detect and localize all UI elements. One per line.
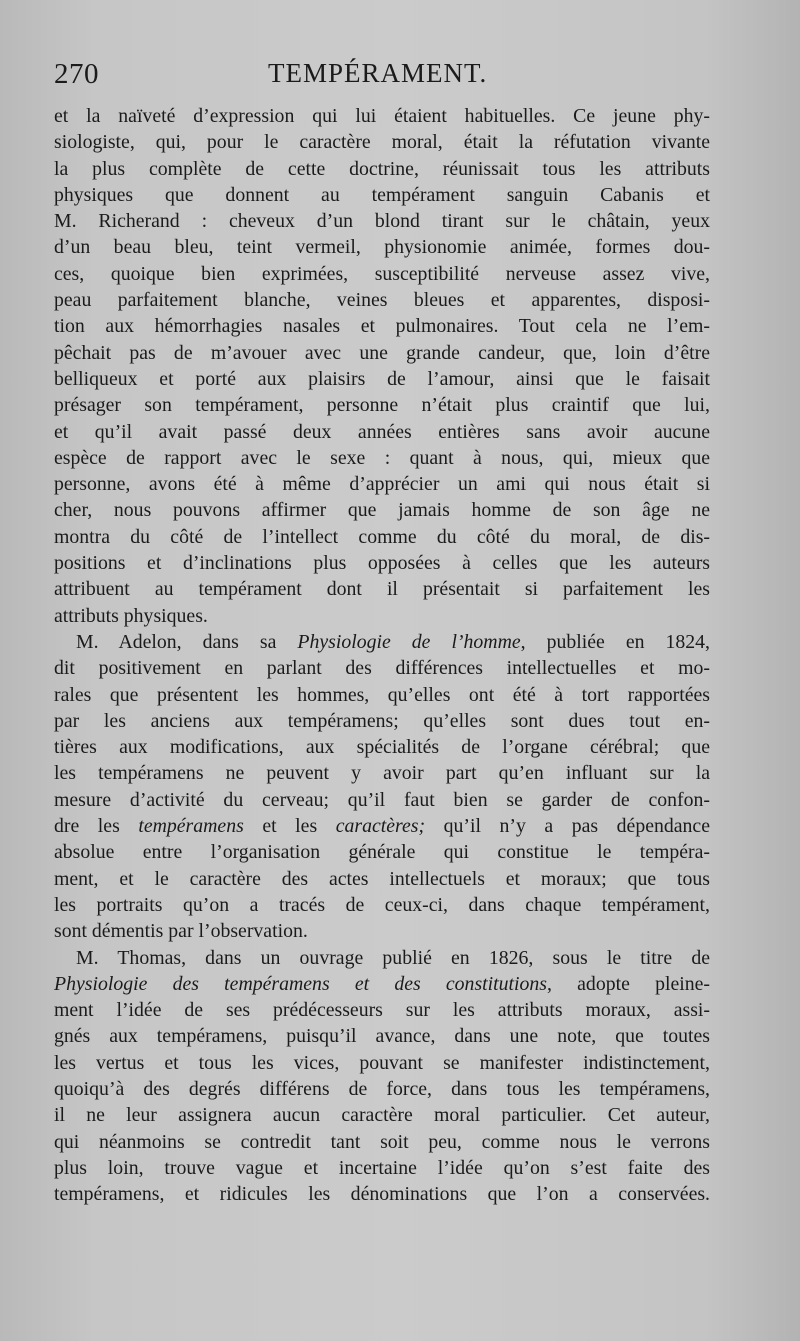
text-line: mesure d’activité du cerveau; qu’il faut bien se garder de confon- xyxy=(54,788,710,811)
text-line: absolue entre l’organisation générale qui constitue le tempéra- xyxy=(54,841,710,864)
text-line: ces, quoique bien exprimées, susceptibilité nerveuse assez vive, xyxy=(54,262,710,285)
page-number: 270 xyxy=(54,58,99,90)
text-line: dre les tempéramens et les caractères; qu’il n’y a pas dépendance xyxy=(54,815,710,838)
text-line: M. Thomas, dans un ouvrage publié en 1826, sous le titre de xyxy=(76,946,710,969)
text-line: qui néanmoins se contredit tant soit peu, comme nous le verrons xyxy=(54,1130,710,1153)
text-line: quoiqu’à des degrés différens de force, dans tous les tempéramens, xyxy=(54,1077,710,1100)
body-text xyxy=(54,103,710,1207)
text-line: ment, et le caractère des actes intellectuels et moraux; que tous xyxy=(54,867,710,890)
text-line: tion aux hémorrhagies nasales et pulmonaires. Tout cela ne l’em- xyxy=(54,315,710,338)
text-line: positions et d’inclinations plus opposées à celles que les auteurs xyxy=(54,552,710,575)
text-line: attributs physiques. xyxy=(54,604,208,627)
page-header xyxy=(54,58,714,98)
text-line: les tempéramens ne peuvent y avoir part qu’en influant sur la xyxy=(54,762,710,785)
italic-title: Physiologie des tempéramens et des constitutions xyxy=(54,972,547,995)
text-line: plus loin, trouve vague et incertaine l’idée qu’on s’est faite des xyxy=(54,1156,710,1179)
text-line: il ne leur assignera aucun caractère moral particulier. Cet auteur, xyxy=(54,1104,710,1127)
text-line: personne, avons été à même d’apprécier un ami qui nous était si xyxy=(54,473,710,496)
text-line: tières aux modifications, aux spécialités de l’organe cérébral; que xyxy=(54,736,710,759)
italic-term: caractères; xyxy=(335,815,426,838)
text-line: peau parfaitement blanche, veines bleues et apparentes, disposi- xyxy=(54,289,710,312)
running-title: TEMPÉRAMENT. xyxy=(268,58,488,88)
text-line: et la naïveté d’expression qui lui étaient habituelles. Ce jeune phy- xyxy=(54,105,710,127)
text-line: par les anciens aux tempéramens; qu’elles sont dues tout en- xyxy=(54,709,710,732)
text-line: physiques que donnent au tempérament sanguin Cabanis et xyxy=(54,183,710,206)
text-line: d’un beau bleu, teint vermeil, physionomie animée, formes dou- xyxy=(54,236,710,259)
text-line: tempéramens, et ridicules les dénominations que l’on a conservées. xyxy=(54,1183,710,1206)
text-line: présager son tempérament, personne n’était plus craintif que lui, xyxy=(54,394,710,417)
text-line: espèce de rapport avec le sexe : quant à nous, qui, mieux que xyxy=(54,446,710,469)
italic-title: Physiologie de l’homme xyxy=(297,630,521,653)
text-line: pêchait pas de m’avouer avec une grande candeur, que, loin d’être xyxy=(54,341,710,364)
text-line: ment l’idée de ses prédécesseurs sur les attributs moraux, assi- xyxy=(54,999,710,1022)
text-line: cher, nous pouvons affirmer que jamais homme de son âge ne xyxy=(54,499,710,522)
text-line: Physiologie des tempéramens et des constitutions, adopte pleine- xyxy=(54,972,710,995)
italic-term: tempéramens xyxy=(138,815,244,838)
text-line: sont démentis par l’observation. xyxy=(54,920,308,943)
text-line: rales que présentent les hommes, qu’elles ont été à tort rapportées xyxy=(54,683,710,706)
text-line: siologiste, qui, pour le caractère moral, était la réfutation vivante xyxy=(54,131,710,154)
text-line: attribuent au tempérament dont il présentait si parfaitement les xyxy=(54,578,710,601)
text-line: la plus complète de cette doctrine, réunissait tous les attributs xyxy=(54,157,710,180)
text-line: M. Richerand : cheveux d’un blond tirant sur le châtain, yeux xyxy=(54,210,710,233)
text-line: M. Adelon, dans sa Physiologie de l’homme, publiée en 1824, xyxy=(76,630,711,653)
text-line: dit positivement en parlant des différences intellectuelles et mo- xyxy=(54,657,710,680)
text-line: belliqueux et porté aux plaisirs de l’amour, ainsi que le faisait xyxy=(54,367,710,390)
text-line: les vertus et tous les vices, pouvant se manifester indistinctement, xyxy=(54,1051,710,1074)
text-line: gnés aux tempéramens, puisqu’il avance, dans une note, que toutes xyxy=(54,1025,710,1048)
text-line: montra du côté de l’intellect comme du côté du moral, de dis- xyxy=(54,525,710,548)
text-line: les portraits qu’on a tracés de ceux-ci, dans chaque tempérament, xyxy=(54,893,710,916)
text-line: et qu’il avait passé deux années entières sans avoir aucune xyxy=(54,420,710,443)
